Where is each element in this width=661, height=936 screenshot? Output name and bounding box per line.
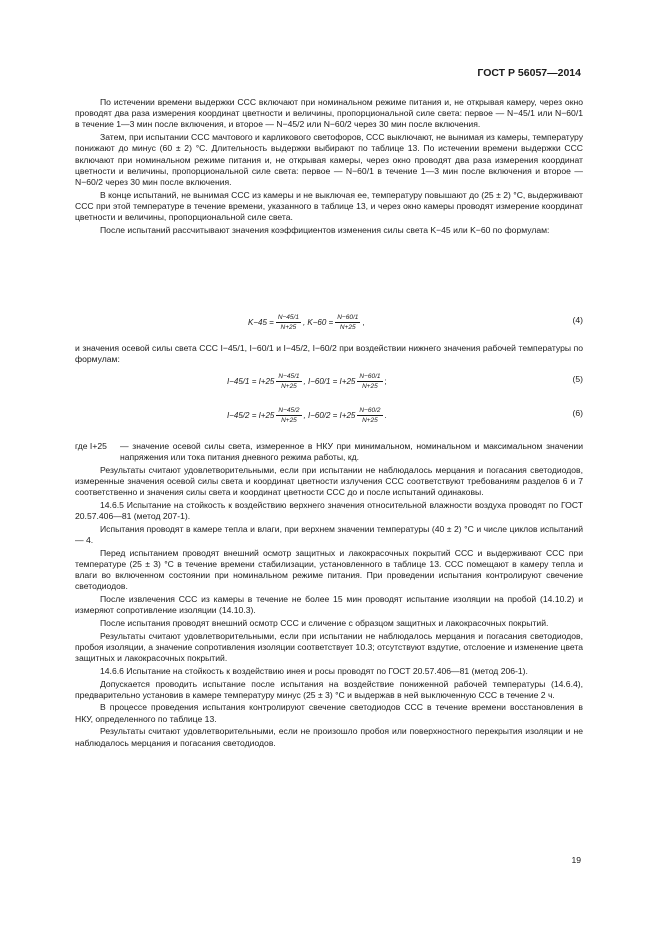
where-text: — значение осевой силы света, измеренное в НКУ при минимальном, номинальном и максимальном значении напряжения или тока питания дневного режима работы, кд. [120,441,583,463]
paragraph: По истечении времени выдержки ССС включают при номинальном режиме питания и, не открывая камеру, через окно проводят два раза измерения координат цветности и величины, пропорциональной силе света: первое — N−45/1 или N−60/1 в течение 1—3 мин после включения, и второе — N−45/2 или N−60/2 через 30 мин после включения. [75,97,583,130]
formula-number: (4) [572,315,583,325]
paragraph: После испытания проводят внешний осмотр ССС и сличение с образцом защитных и лакокрасочных покрытий. [100,618,549,629]
formula-lhs: I−45/1 = I+25 [227,376,275,386]
document-header: ГОСТ Р 56057—2014 [477,67,581,79]
paragraph: Допускается проводить испытание после испытания на воздействие пониженной рабочей температуры (14.6.4), предварительно установив в камере температуру минус (25 ± 3) °С и выдержав в ней выключенную ССС в течение 2 ч. [75,678,583,700]
paragraph: В конце испытаний, не вынимая ССС из камеры и не выключая ее, температуру повышают до (25 ± 2) °С, выдерживают ССС при этой температуре в течение времени, указанного в таблице 13, и через окно камеры проводят измерение координат цветности и величины, пропорциональной силе света. [75,189,583,223]
page-number: 19 [571,855,581,865]
where-clause [75,441,583,463]
paragraph: 14.6.6 Испытание на стойкость к воздействию инея и росы проводят по ГОСТ 20.57.406—81 (метод 206-1). [100,665,528,676]
formula-lhs: , I−60/2 = I+25 [303,410,356,420]
fraction: $\frac{N-60/2}{N+25}$ [359,406,381,424]
paragraph: Перед испытанием проводят внешний осмотр защитных и лакокрасочных покрытий ССС и выдерживают ССС при температуре (25 ± 3) °С в течение времени стабилизации, установленного в таблице 13. ССС помещают в камеру тепла и влаги во включенном состоянии при номинальном режиме питания. При проведении испытания контролируют свечение светодиодов. [75,547,583,592]
paragraph: Результаты считают удовлетворительными, если при испытании не наблюдалось мерцания и погасания светодиодов, измеренные значения осевой силы света и координат цветности излучения ССС соответствуют требованиям разделов 6 и 7 соответственно и значения силы света и координат цветности ССС до и после испытаний одинаковы. [75,464,583,498]
paragraph: Затем, при испытании ССС мачтового и карликового светофоров, ССС выключают, не вынимая из камеры, температуру понижают до минус (60 ± 2) °С. Длительность выдержки выбирают по таблице 13. По истечении времени выдержки ССС включают при номинальном режиме питания и, не открывая камеры, через окно проводят два раза измерения координат цветности и величины, пропорциональной силе света: первое — N−60/1 в течение 1—3 мин после включения и второе — N−60/2 через 30 мин после включения. [75,132,583,187]
fraction: $\frac{N-60/1}{N+25}$ [359,372,381,390]
paragraph: Испытания проводят в камере тепла и влаги, при верхнем значении температуры (40 ± 2) °С и числе циклов испытаний — 4. [75,523,583,546]
formula-number: (5) [572,374,583,384]
fraction: $\frac{N-60/1}{N+25}$ [337,313,359,331]
text-block-1 [75,97,583,236]
paragraph: После испытаний рассчитывают значения коэффициентов изменения силы света K−45 или K−60 по формулам: [100,224,550,235]
text-block-3 [75,441,583,749]
paragraph: Результаты считают удовлетворительными, если не произошло пробоя или поверхностного перекрытия изоляции и не наблюдалось мерцания и погасания светодиодов. [75,726,583,748]
fraction: $\frac{N-45/2}{N+25}$ [278,406,300,424]
fraction: $\frac{N-45/1}{N+25}$ [278,372,300,390]
formula-6: I−45/2 = I+25 $\frac{N-45/2}{N+25}$ , I−60/2 = I+25 $\frac{N-60/2}{N+25}$ . (6) [227,406,583,424]
formula-lhs: K−45 = [248,317,274,327]
paragraph: Результаты считают удовлетворительными, если при испытании не наблюдалось мерцания и погасания светодиодов, пробоя изоляции, а значение сопротивления изоляции соответствует 10.3; отсутствуют вздутие, отслоение и изменение цвета защитных и лакокрасочных покрытий. [75,630,583,664]
formula-5: I−45/1 = I+25 $\frac{N-45/1}{N+25}$ , I−60/1 = I+25 $\frac{N-60/1}{N+25}$ ; (5) [227,372,583,390]
text-block-2 [75,343,583,365]
formula-lhs: I−45/2 = I+25 [227,410,275,420]
fraction: $\frac{N-45/1}{N+25}$ [277,313,299,331]
formula-4: K−45 = $\frac{N-45/1}{N+25}$ , K−60 = $\frac{N-60/1}{N+25}$ , (4) [248,313,583,331]
paragraph: 14.6.5 Испытание на стойкость к воздействию верхнего значения относительной влажности воздуха проводят по ГОСТ 20.57.406—81 (метод 207-1). [75,500,583,522]
paragraph: В процессе проведения испытания контролируют свечение светодиодов ССС в течение времени восстановления в НКУ, определенного по таблице 13. [75,702,583,724]
where-lead: где I+25 [75,441,107,451]
formula-lhs: , I−60/1 = I+25 [303,376,356,386]
formula-lhs: , K−60 = [302,317,334,327]
formula-number: (6) [572,408,583,418]
paragraph: и значения осевой силы света ССС I−45/1, I−60/1 и I−45/2, I−60/2 при воздействии нижнего значения рабочей температуры по формулам: [75,343,583,365]
paragraph: После извлечения ССС из камеры в течение не более 15 мин проводят испытание изоляции на пробой (14.10.2) и измеряют сопротивление изоляции (14.10.3). [75,594,583,616]
